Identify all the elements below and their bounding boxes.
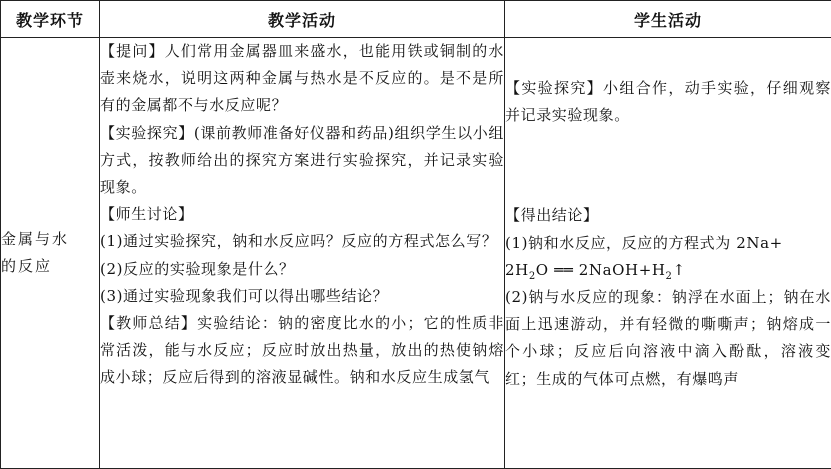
equation-sub-1: 2	[528, 270, 536, 282]
stage-line-1: 金属与水	[1, 230, 70, 248]
gas-up-arrow-icon: ↑	[672, 260, 686, 279]
spacer	[505, 129, 831, 202]
discussion-question-3: (3)通过实验现象我们可以得出哪些结论？	[100, 286, 389, 305]
equation-oxygen: O	[535, 260, 549, 279]
student-activity-cell	[505, 38, 831, 469]
header-student-activity: 学生活动	[505, 1, 831, 38]
summary-tag: 【教师总结】	[100, 314, 198, 333]
equation-equals-sign: ══	[548, 260, 579, 279]
header-stage: 教学环节	[1, 1, 100, 38]
equation-lhs: 2H	[505, 260, 529, 279]
teacher-summary-paragraph	[100, 310, 504, 392]
experiment-text: (课前教师准备好仪器和药品)组织学生以小组方式，按教师给出的探究方案进行实验探究，并记录实验现象。	[100, 123, 504, 197]
discussion-tag: 【师生讨论】	[100, 205, 194, 224]
conclusion-tag: 【得出结论】	[505, 206, 599, 225]
stage-cell	[1, 38, 100, 469]
question-text: 人们常用金属器皿来盛水，也能用铁或铜制的水壶来烧水，说明这两种金属与热水是不反应的。是不是所有的金属都不与水反应呢？	[100, 42, 504, 115]
student-experiment-tag: 【实验探究】	[505, 79, 604, 97]
equation-sub-2: 2	[665, 270, 673, 282]
conclusion-2: (2)钠与水反应的现象：钠浮在水面上；钠在水面上迅速游动，并有轻微的嘶嘶声；钠熔成一个小球；反应后向溶液中滴入酚酞，溶液变红；生成的气体可点燃，有爆鸣声	[505, 288, 831, 388]
student-experiment-paragraph	[505, 75, 831, 129]
question-tag: 【提问】	[100, 42, 165, 60]
discussion-question-1: (1)通过实验探究，钠和水反应吗？反应的方程式怎么写？	[100, 232, 498, 251]
table-row	[1, 38, 831, 469]
header-row	[1, 1, 831, 38]
summary-text: 实验结论：钠的密度比水的小；它的性质非常活泼，能与水反应；反应时放出热量，放出的热使钠熔成小球；反应后得到的溶液显碱性。钠和水反应生成氢气	[100, 314, 504, 387]
stage-line-2: 的反应	[1, 257, 53, 275]
header-teacher-activity: 教学活动	[100, 1, 505, 38]
student-experiment-text: 小组合作，动手实验，仔细观察并记录实验现象。	[505, 79, 831, 125]
chemical-equation	[505, 257, 831, 284]
discussion-question-2: (2)反应的实验现象是什么？	[100, 259, 295, 278]
experiment-tag: 【实验探究】	[100, 123, 194, 142]
spacer	[505, 38, 831, 75]
teacher-activity-cell	[100, 38, 505, 469]
teacher-question-paragraph	[100, 38, 504, 120]
teacher-experiment-paragraph	[100, 120, 504, 202]
conclusion-1-lead: (1)钠和水反应，反应的方程式为 2Na+	[505, 233, 783, 252]
equation-rhs: 2NaOH+H	[578, 260, 666, 279]
